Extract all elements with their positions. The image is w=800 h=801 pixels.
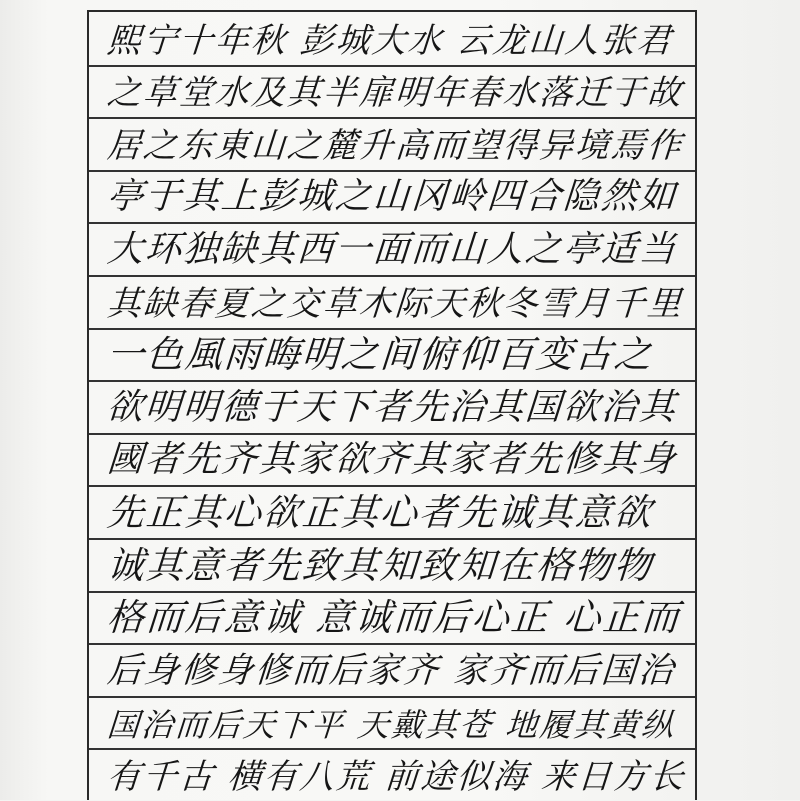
line-text: 一色風雨晦明之间俯仰百变古之 <box>105 333 655 377</box>
line-text: 国治而后天下平 天戴其苍 地履其黄纵 <box>105 706 677 745</box>
text-line <box>89 538 695 591</box>
text-line <box>89 275 695 328</box>
text-line <box>89 643 695 696</box>
text-line <box>89 12 695 65</box>
text-line <box>89 748 695 801</box>
text-line <box>89 222 695 275</box>
line-text: 亭于其上彭城之山冈岭四合隐然如 <box>105 176 679 218</box>
line-text: 诚其意者先致其知致知在格物物 <box>105 543 655 587</box>
text-line <box>89 65 695 118</box>
line-text: 格而后意诚 意诚而后心正 心正而 <box>105 596 683 640</box>
line-text: 熙宁十年秋 彭城大水 云龙山人张君 <box>105 20 675 61</box>
line-text: 居之东東山之麓升高而望得异境焉作 <box>105 125 685 166</box>
text-line <box>89 117 695 170</box>
text-line <box>89 591 695 644</box>
line-text: 欲明明德于天下者先治其国欲治其 <box>105 386 679 428</box>
line-text: 大环独缺其西一面而山人之亭适当 <box>105 228 679 270</box>
text-line <box>89 433 695 486</box>
line-text: 后身修身修而后家齐 家齐而后国治 <box>105 650 677 691</box>
text-line <box>89 170 695 223</box>
text-line <box>89 380 695 433</box>
line-text: 之草堂水及其半扉明年春水落迁于故 <box>105 73 685 114</box>
line-text: 有千古 横有八荒 前途似海 来日方长 <box>105 756 687 797</box>
text-line <box>89 696 695 749</box>
line-text: 先正其心欲正其心者先诚其意欲 <box>105 490 655 534</box>
line-text: 其缺春夏之交草木际天秋冬雪月千里 <box>105 283 685 324</box>
writing-grid <box>87 10 697 800</box>
line-text: 國者先齐其家欲齐其家者先修其身 <box>105 439 679 481</box>
text-line <box>89 328 695 381</box>
text-line <box>89 485 695 538</box>
